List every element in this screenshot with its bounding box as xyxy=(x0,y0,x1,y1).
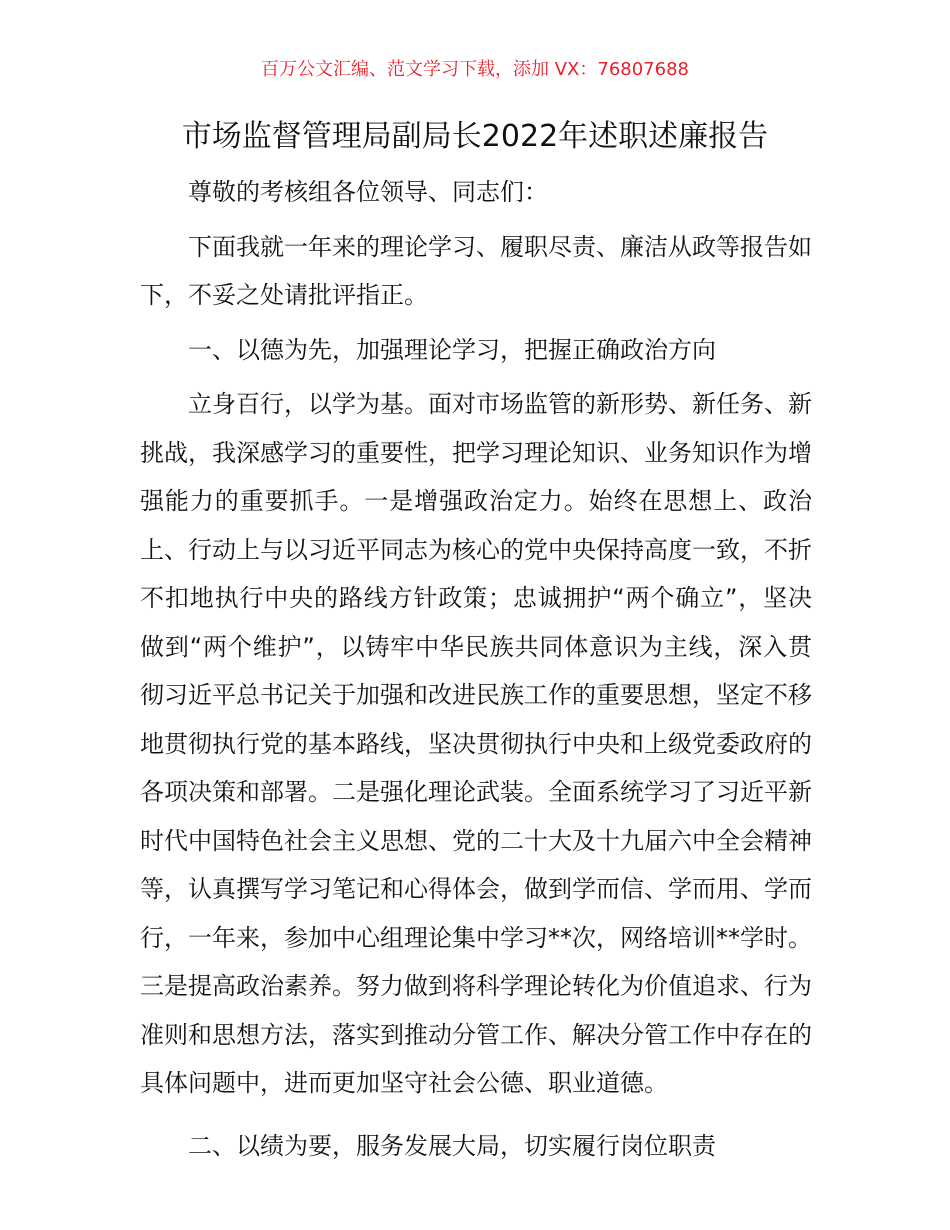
salutation-paragraph: 尊敬的考核组各位领导、同志们： xyxy=(188,178,548,206)
section-heading-1: 一、以德为先，加强理论学习，把握正确政治方向 xyxy=(188,335,716,364)
document-title: 市场监督管理局副局长2022年述职述廉报告 xyxy=(181,119,769,154)
intro-paragraph: 下面我就一年来的理论学习、履职尽责、廉洁从政等报告如下，不妥之处请批评指正。 xyxy=(140,232,812,309)
section-heading-2: 二、以绩为要，服务发展大局，切实履行岗位职责 xyxy=(188,1131,716,1160)
document-body xyxy=(140,168,812,1170)
section-1-body-paragraph: 立身百行，以学为基。面对市场监管的新形势、新任务、新挑战，我深感学习的重要性，把学习理论知识、业务知识作为增强能力的重要抓手。一是增强政治定力。始终在思想上、政治上、行动上与以习近平同志为核心的党中央保持高度一致，不折不扣地执行中央的路线方针政策；忠诚拥护“两个确立”，坚决做到“两个维护”，以铸牢中华民族共同体意识为主线，深入贯彻习近平总书记关于加强和改进民族工作的重要思想，坚定不移地贯彻执行党的基本路线，坚决贯彻执行中央和上级党委政府的各项决策和部署。二是强化理论武装。全面系统学习了习近平新时代中国特色社会主义思想、党的二十大及十九届六中全会精神等，认真撰写学习笔记和心得体会，做到学而信、学而用、学而行，一年来，参加中心组理论集中学习**次，网络培训**学时。三是提高政治素养。努力做到将科学理论转化为价值追求、行为准则和思想方法，落实到推动分管工作、解决分管工作中存在的具体问题中，进而更加坚守社会公德、职业道德。 xyxy=(140,390,812,1097)
header-promo-note: 百万公文汇编、范文学习下载，添加 VX：76807688 xyxy=(261,59,689,80)
